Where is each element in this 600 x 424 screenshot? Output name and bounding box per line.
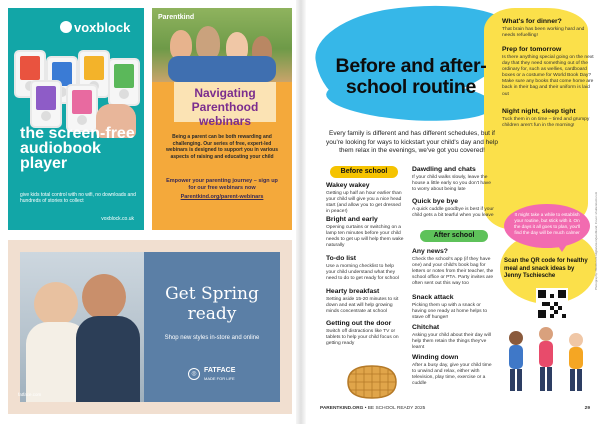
section-text: Switch off distractions like TV or tablets to help your child focus on getting ready [326,329,399,347]
spine-shadow [296,0,306,424]
section-heading: Dawdling and chats [412,166,476,173]
tip-text: It might take a while to establish your routine, but stick with it. On the days it all goes to plan, you'll find the day will be much calmer [514,212,580,235]
article-intro: Every family is different and has different schedules, but if you're looking for ways to kickstart your child's day and help them relax in the evenings, we've got you covered! [326,130,498,154]
photo-credit: Photography: iStock.com /digitalvision/jacoblund; Cover: shutterstock.com [594,191,598,290]
section-text: Check the school's app (if they have one) and your child's book bag for letters or notes from their teacher, the school office or PTA. Party invites are often sent out this way too [412,257,494,287]
before-school-label: Before school [330,166,398,178]
fatface-logo: FATFACE [204,367,236,374]
section-text: If your child walks slowly, leave the house a little early so you don't have to worry about being late [412,175,491,193]
fatface-url[interactable]: fatface.com [18,392,42,397]
person-figure [34,282,78,326]
webinar-cta: Empower your parenting journey – sign up for our free webinars now [166,178,278,191]
section-text: That brain has been working hard and needs refuelling! [502,27,585,39]
section-text: Is there anything special going on the next day that they need something out of the ordinary for, such as wellies, cardboard boxes or a costume for World Book Day? Make sure any books that come home are back in their bag and their uniform is laid out [502,55,594,97]
section-text: Asking your child about their day will help them retain the things they've learnt [412,333,491,351]
section-heading: Quick bye bye [412,198,459,205]
fatface-logo-icon: ◎ [188,368,200,380]
voxblock-url[interactable]: voxblock.co.uk [101,216,134,222]
section-heading: Hearty breakfast [326,288,380,295]
section-text: Use a morning checklist to help your child understand what they need to do to get ready for school [326,264,399,282]
section-heading: Chitchat [412,324,440,331]
parentkind-logo: Parentkind [158,14,195,21]
waffle-illustration [342,362,402,402]
webinar-link[interactable]: Parentkind.org/parent-webinars [180,194,264,200]
qr-heading: Scan the QR code for healthy meal and snack ideas by Jenny Tschiesche [504,258,588,279]
children-illustration [500,316,596,404]
tip-speech-bubble-tail [554,240,570,252]
section-heading: Night night, sleep tight [502,108,576,115]
section-text: Getting up half an hour earlier than your child will give you a nice head start (and allow you to get dressed in peace!) [326,191,402,215]
voxblock-body: give kids total control with no wifi, no downloads and hundreds of stories to collect [20,192,136,204]
clothing-shape [168,56,276,82]
device-icon [108,58,140,106]
section-heading: Winding down [412,354,459,361]
fatface-shop-text: Shop new styles in-store and online [164,335,260,341]
section-text: A quick cuddle goodbye is best if your child gets a bit tearful when you leave [412,207,494,219]
webinar-ad[interactable] [152,8,292,230]
section-heading: To-do list [326,255,357,262]
section-text: Opening curtains or switching on a lamp ten minutes before your child needs to get up will help them wake naturally [326,225,404,249]
section-text: Picking them up with a snack or having one ready at home helps to stave off hunger! [412,303,488,321]
fatface-logo-sub: MADE FOR LIFE [204,376,235,381]
device-icon [30,80,62,128]
person-figure [76,316,140,402]
webinar-title: Navigating Parenthood webinars [191,86,259,128]
voxblock-logo-icon [60,21,72,33]
person-figure [196,26,220,60]
section-heading: Any news? [412,248,448,255]
person-figure [82,274,126,320]
section-text: Setting aside 15-20 minutes to sit down and eat will help growing minds concentrate at school [326,297,399,315]
section-heading: Prep for tomorrow [502,46,562,53]
section-heading: Bright and early [326,216,378,223]
voxblock-logo: voxblock [74,20,131,35]
section-text: After a busy day, give your child time to unwind and relax, either with television, play time, exercise or a cuddle [412,363,492,387]
fatface-headline: Get Spring ready [165,284,259,324]
section-heading: Getting out the door [326,320,392,327]
couple-photo [20,252,144,402]
page-footer [320,406,590,411]
section-heading: Snack attack [412,294,454,301]
webinar-body: Being a parent can be both rewarding and challenging. Our series of free, expert-led webinars is designed to support you in various aspects of raising and educating your child [166,134,278,160]
section-text: Tuck them in on time – tired and grumpy children aren't fun in the morning! [502,117,590,129]
section-heading: What's for dinner? [502,18,562,25]
voxblock-ad[interactable] [8,8,144,230]
article-title: Before and after-school routine [335,55,487,98]
voxblock-headline: the screen-free audiobook player [20,125,135,172]
section-heading: Wakey wakey [326,182,370,189]
footer-issue: • BE SCHOOL READY 2025 [364,406,426,411]
after-school-label: After school [420,230,488,242]
footer-brand: PARENTKIND.ORG [320,406,364,411]
page-number: 29 [584,406,590,411]
